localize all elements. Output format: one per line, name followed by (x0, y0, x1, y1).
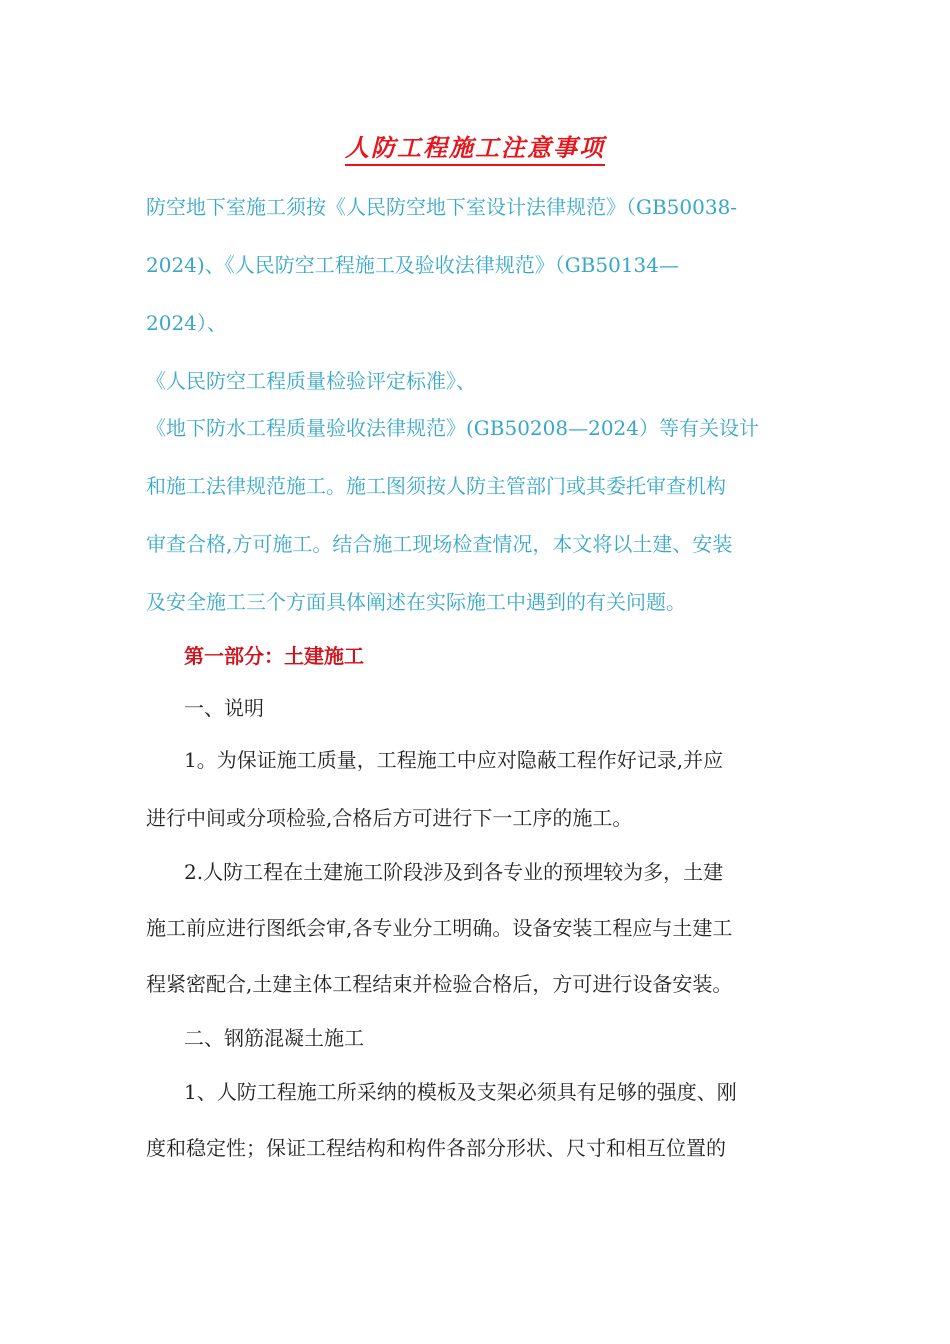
paragraph-line: 1、人防工程施工所采纳的模板及支架必须具有足够的强度、刚 (184, 1080, 737, 1104)
intro-line: 和施工法律规范施工。施工图须按人防主管部门或其委托审查机构 (146, 474, 726, 498)
part-heading: 第一部分：土建施工 (184, 644, 364, 668)
intro-line: 2024)、《人民防空工程施工及验收法律规范》（GB50134— (146, 253, 679, 277)
section-heading: 一、说明 (184, 696, 264, 720)
paragraph-line: 2.人防工程在土建施工阶段涉及到各专业的预埋较为多，土建 (184, 860, 724, 884)
document-title: 人防工程施工注意事项 (0, 128, 950, 163)
intro-line: 防空地下室施工须按《人民防空地下室设计法律规范》（GB50038- (146, 195, 738, 219)
intro-line: 《地下防水工程质量验收法律规范》(GB50208—2024）等有关设计 (146, 416, 759, 440)
section-heading: 二、钢筋混凝土施工 (184, 1026, 364, 1050)
intro-line: 《人民防空工程质量检验评定标准》、 (146, 369, 476, 393)
paragraph-line: 程紧密配合,土建主体工程结束并检验合格后，方可进行设备安装。 (146, 972, 733, 996)
intro-line: 2024）、 (146, 311, 227, 335)
intro-line: 及安全施工三个方面具体阐述在实际施工中遇到的有关问题。 (146, 590, 686, 614)
paragraph-line: 1。为保证施工质量，工程施工中应对隐蔽工程作好记录,并应 (184, 748, 724, 772)
intro-line: 审查合格,方可施工。结合施工现场检查情况，本文将以土建、安装 (146, 532, 733, 556)
paragraph-line: 施工前应进行图纸会审,各专业分工明确。设备安装工程应与土建工 (146, 916, 733, 940)
paragraph-line: 度和稳定性；保证工程结构和构件各部分形状、尺寸和相互位置的 (146, 1136, 726, 1160)
paragraph-line: 进行中间或分项检验,合格后方可进行下一工序的施工。 (146, 806, 633, 830)
